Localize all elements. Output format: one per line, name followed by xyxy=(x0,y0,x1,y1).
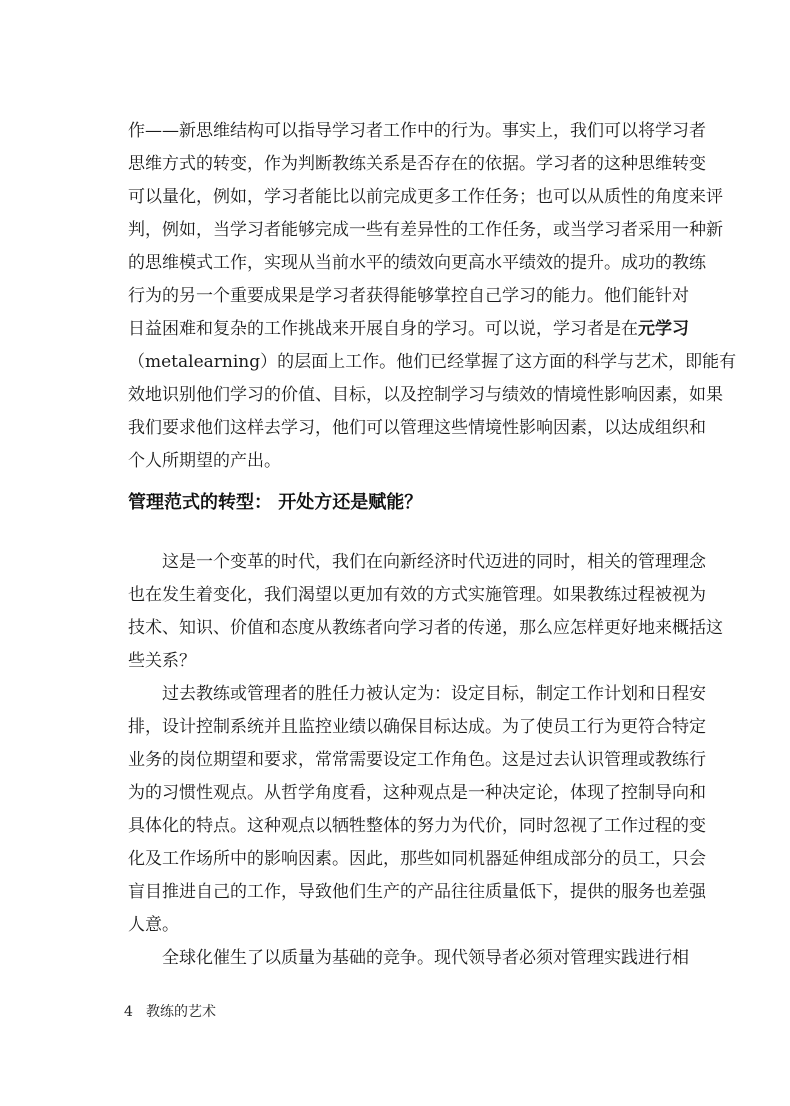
paragraph-line: 些关系？ xyxy=(128,651,196,671)
paragraph-line: 作——新思维结构可以指导学习者工作中的行为。事实上，我们可以将学习者 xyxy=(128,121,706,141)
paragraph-line: 也在发生着变化，我们渴望以更加有效的方式实施管理。如果教练过程被视为 xyxy=(128,585,706,605)
paragraph-3 xyxy=(128,678,706,942)
paragraph-line: 技术、知识、价值和态度从教练者向学习者的传递，那么应怎样更好地来概括这 xyxy=(128,618,723,638)
paragraph-line: 全球化催生了以质量为基础的竞争。现代领导者必须对管理实践进行相 xyxy=(162,948,689,968)
paragraph-line: 个人所期望的产出。 xyxy=(128,451,281,471)
paragraph-line: 业务的岗位期望和要求，常常需要设定工作角色。这是过去认识管理或教练行 xyxy=(128,750,706,770)
paragraph-line: 效地识别他们学习的价值、目标，以及控制学习与绩效的情境性影响因素，如果 xyxy=(128,385,723,405)
paragraph-line: 判，例如，当学习者能够完成一些有差异性的工作任务，或当学习者采用一种新 xyxy=(128,220,723,240)
page-footer xyxy=(124,1000,216,1024)
paragraph-line-text: 日益困难和复杂的工作挑战来开展自身的学习。可以说，学习者是在 xyxy=(128,319,638,339)
paragraph-line: 过去教练或管理者的胜任力被认定为：设定目标，制定工作计划和日程安 xyxy=(162,684,706,704)
paragraph-line: 化及工作场所中的影响因素。因此，那些如同机器延伸组成部分的员工，只会 xyxy=(128,849,706,869)
page-number: 4 xyxy=(124,1004,133,1020)
paragraph-4 xyxy=(128,942,689,975)
paragraph-line: 为的习惯性观点。从哲学角度看，这种观点是一种决定论，体现了控制导向和 xyxy=(128,783,706,803)
paragraph-2 xyxy=(128,546,723,678)
paragraph-line: 我们要求他们这样去学习，他们可以管理这些情境性影响因素，以达成组织和 xyxy=(128,418,706,438)
paragraph-line: 盲目推进自己的工作，导致他们生产的产品往往质量低下，提供的服务也差强 xyxy=(128,882,706,902)
paragraph-line: 行为的另一个重要成果是学习者获得能够掌控自己学习的能力。他们能针对 xyxy=(128,286,689,306)
paragraph-line: （metalearning）的层面上工作。他们已经掌握了这方面的科学与艺术，即能有 xyxy=(128,352,737,372)
section-heading: 管理范式的转型： 开处方还是赋能？ xyxy=(128,492,423,513)
paragraph-line: 可以量化，例如，学习者能比以前完成更多工作任务；也可以从质性的角度来评 xyxy=(128,187,723,207)
paragraph-line: 排，设计控制系统并且监控业绩以确保目标达成。为了使员工行为更符合特定 xyxy=(128,717,706,737)
paragraph-line: 思维方式的转变，作为判断教练关系是否存在的依据。学习者的这种思维转变 xyxy=(128,154,706,174)
paragraph-line: 这是一个变革的时代，我们在向新经济时代迈进的同时，相关的管理理念 xyxy=(162,552,706,572)
paragraph-line: 具体化的特点。这种观点以牺牲整体的努力为代价，同时忽视了工作过程的变 xyxy=(128,816,706,836)
paragraph-1 xyxy=(128,115,737,478)
term-metalearning: 元学习 xyxy=(638,319,689,339)
paragraph-line: 的思维模式工作，实现从当前水平的绩效向更高水平绩效的提升。成功的教练 xyxy=(128,253,706,273)
book-title: 教练的艺术 xyxy=(146,1004,216,1020)
paragraph-line-with-term xyxy=(128,313,689,346)
paragraph-line: 人意。 xyxy=(128,915,179,935)
